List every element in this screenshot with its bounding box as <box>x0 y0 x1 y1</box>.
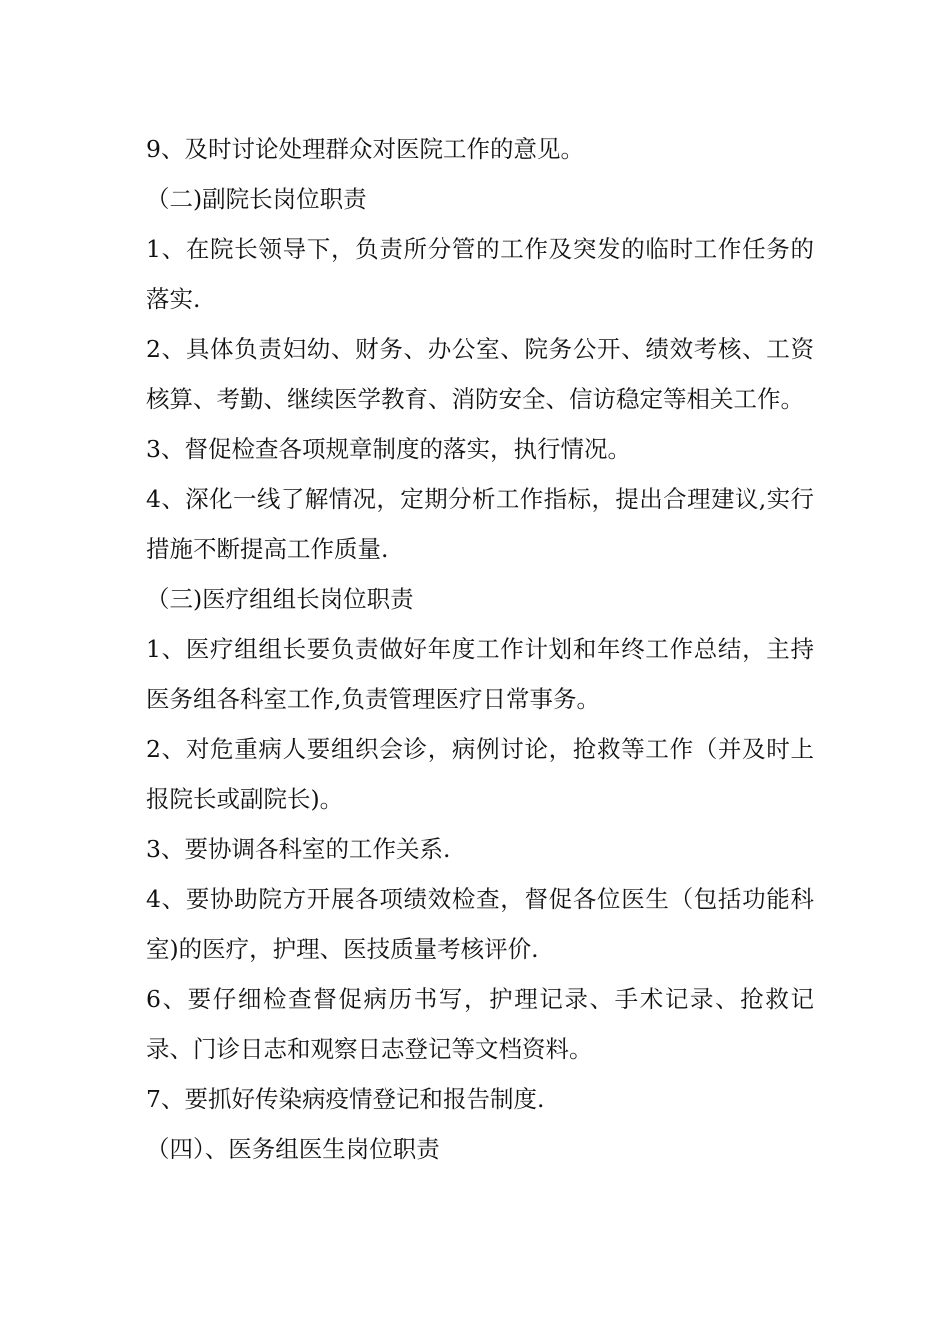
duty-item-2: 2、具体负责妇幼、财务、办公室、院务公开、绩效考核、工资核算、考勤、继续医学教育、消防安全、信访稳定等相关工作。 <box>146 335 814 413</box>
duty-item-2: 2、对危重病人要组织会诊，病例讨论，抢救等工作（并及时上报院长或副院长)。 <box>146 735 814 813</box>
duty-item-3: 3、要协调各科室的工作关系. <box>146 835 451 863</box>
duty-item-9: 9、及时讨论处理群众对医院工作的意见。 <box>146 135 584 163</box>
duty-item-7: 7、要抓好传染病疫情登记和报告制度. <box>146 1085 545 1113</box>
duty-item-4: 4、要协助院方开展各项绩效检查，督促各位医生（包括功能科室)的医疗，护理、医技质量考核评价. <box>146 885 814 963</box>
document-body <box>146 124 814 1174</box>
duty-item-4: 4、深化一线了解情况，定期分析工作指标，提出合理建议,实行措施不断提高工作质量. <box>146 485 814 563</box>
duty-item-1: 1、医疗组组长要负责做好年度工作计划和年终工作总结，主持医务组各科室工作,负责管理医疗日常事务。 <box>146 635 814 713</box>
section-heading-medical-group-leader: （三)医疗组组长岗位职责 <box>146 585 414 613</box>
duty-item-6: 6、要仔细检查督促病历书写，护理记录、手术记录、抢救记录、门诊日志和观察日志登记等文档资料。 <box>146 985 814 1063</box>
section-heading-vice-president: （二)副院长岗位职责 <box>146 185 367 213</box>
section-heading-medical-doctor: （四）、医务组医生岗位职责 <box>146 1135 440 1163</box>
duty-item-1: 1、在院长领导下，负责所分管的工作及突发的临时工作任务的落实. <box>146 235 814 313</box>
duty-item-3: 3、督促检查各项规章制度的落实，执行情况。 <box>146 435 631 463</box>
